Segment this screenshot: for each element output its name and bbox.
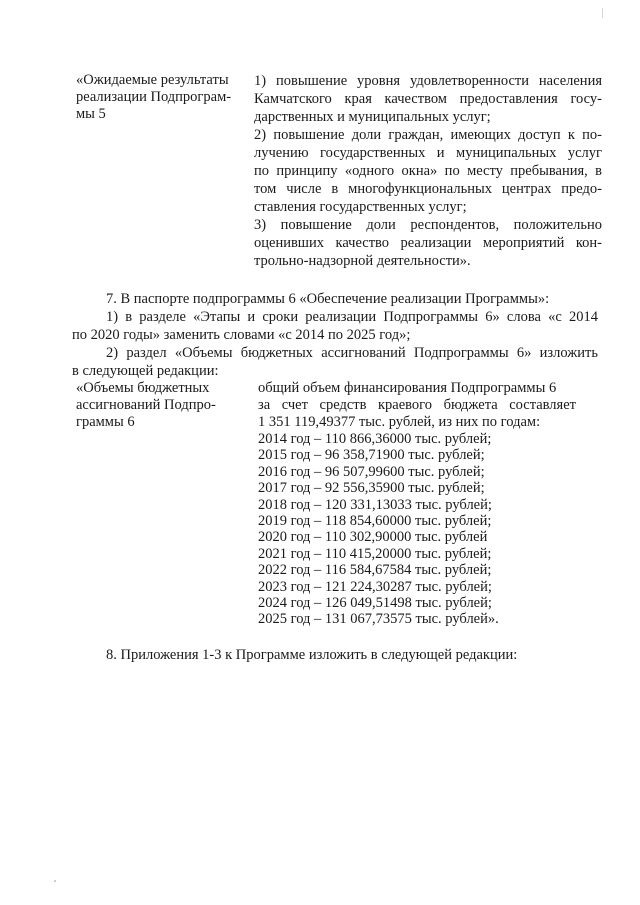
- result-line: том числе в многофункциональных центрах предо-: [254, 181, 602, 197]
- year-line: 2018 год – 120 331,13033 тыс. рублей;: [258, 496, 492, 513]
- result-line: 1) повышение уровня удовлетворенности населения: [254, 73, 602, 89]
- section5-label-line: реализации Подпрограм-: [76, 89, 232, 105]
- result-line: дарственных и муниципальных услуг;: [254, 109, 491, 125]
- result-line: 3) повышение доли респондентов, положительно: [254, 217, 602, 233]
- section5-label-line: мы 5: [76, 106, 106, 122]
- scan-mark: [54, 880, 56, 882]
- item7-sub1-line1: 1) в разделе «Этапы и сроки реализации Подпрограммы 6» слова «с 2014: [106, 309, 598, 325]
- year-list: [258, 431, 576, 628]
- year-line: 2025 год – 131 067,73575 тыс. рублей».: [258, 611, 499, 628]
- year-line: 2019 год – 118 854,60000 тыс. рублей;: [258, 513, 492, 530]
- year-line: 2015 год – 96 358,71900 тыс. рублей;: [258, 447, 485, 464]
- section5-label-line: «Ожидаемые результаты: [76, 72, 229, 88]
- item7-sub2-line2: в следующей редакции:: [72, 363, 219, 379]
- result-line: лучению государственных и муниципальных услуг: [254, 145, 602, 161]
- year-line: 2017 год – 92 556,35900 тыс. рублей;: [258, 480, 485, 497]
- scan-mark: [602, 8, 603, 18]
- section5-results: [254, 72, 602, 270]
- result-line: Камчатского края качеством предоставления госу-: [254, 91, 602, 107]
- total-line: за счет средств краевого бюджета составляет: [258, 397, 576, 413]
- year-line: 2016 год – 96 507,99600 тыс. рублей;: [258, 463, 485, 480]
- year-line: 2014 год – 110 866,36000 тыс. рублей;: [258, 431, 492, 447]
- result-line: по принципу «одного окна» по месту пребывания, в: [254, 163, 602, 179]
- year-line: 2024 год – 126 049,51498 тыс. рублей;: [258, 595, 492, 612]
- result-line: оценивших качество реализации мероприятий кон-: [254, 235, 602, 251]
- section6-label-line: «Объемы бюджетных: [76, 380, 210, 396]
- year-line: 2023 год – 121 224,30287 тыс. рублей;: [258, 578, 492, 595]
- section6-label-line: граммы 6: [76, 414, 135, 430]
- section6-funding: [258, 380, 576, 628]
- section5-label: [76, 72, 244, 123]
- item7-sub1-line2: по 2020 годы» заменить словами «с 2014 по 2025 год»;: [72, 327, 411, 343]
- item7-heading: 7. В паспорте подпрограммы 6 «Обеспечение реализации Программы»:: [106, 291, 550, 307]
- year-line: 2022 год – 116 584,67584 тыс. рублей;: [258, 562, 492, 579]
- total-line: 1 351 119,49377 тыс. рублей, из них по годам:: [258, 414, 541, 430]
- section6-label: [76, 380, 244, 431]
- item7-sub2-line1: 2) раздел «Объемы бюджетных ассигнований Подпрограммы 6» изложить: [106, 345, 598, 361]
- result-line: 2) повышение доли граждан, имеющих доступ к по-: [254, 127, 602, 143]
- result-line: трольно-надзорной деятельности».: [254, 253, 471, 269]
- section6-label-line: ассигнований Подпро-: [76, 397, 216, 413]
- year-line: 2020 год – 110 302,90000 тыс. рублей: [258, 529, 488, 546]
- result-line: ставления государственных услуг;: [254, 199, 467, 215]
- item8-text: 8. Приложения 1-3 к Программе изложить в следующей редакции:: [106, 647, 518, 663]
- total-line: общий объем финансирования Подпрограммы 6: [258, 380, 557, 396]
- year-line: 2021 год – 110 415,20000 тыс. рублей;: [258, 545, 492, 562]
